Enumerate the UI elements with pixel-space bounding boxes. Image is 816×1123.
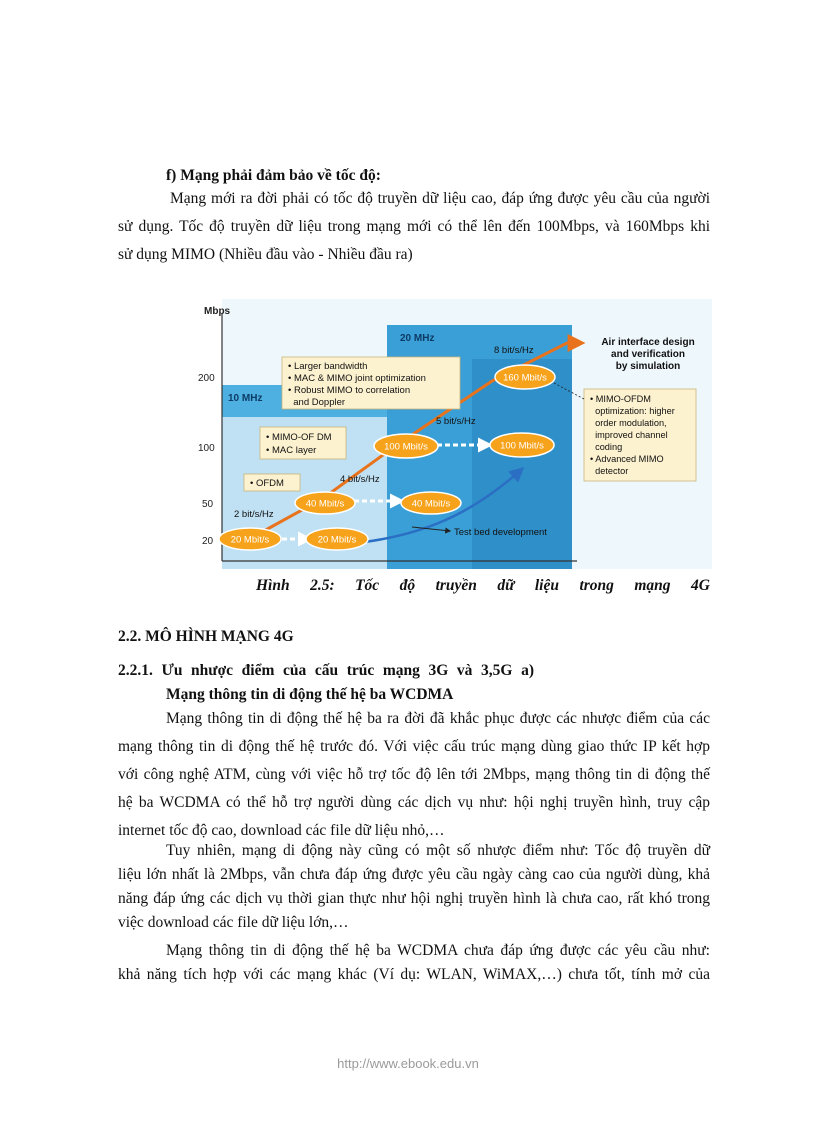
svg-text:order modulation,: order modulation, xyxy=(590,418,667,428)
caption-word: độ xyxy=(399,577,416,594)
svg-text:20 Mbit/s: 20 Mbit/s xyxy=(230,534,270,546)
p1-line-4: hệ ba WCDMA có thể hỗ trợ người dùng các dịch vụ như: hội nghị truyền hình, truy cập xyxy=(118,794,710,811)
note-larger-bandwidth xyxy=(282,357,460,409)
bubble-20a xyxy=(219,528,281,550)
svg-text:100 Mbit/s: 100 Mbit/s xyxy=(384,441,428,453)
section-f-line-2: sử dụng. Tốc độ truyền dữ liệu trong mạng mới có thể lên đến 100Mbps, và 160Mbps khi xyxy=(118,218,710,235)
caption-word: truyền xyxy=(435,577,477,594)
bubble-40a xyxy=(295,492,355,514)
figure-caption xyxy=(256,574,710,598)
svg-text:and Doppler: and Doppler xyxy=(288,397,346,408)
svg-text:160 Mbit/s: 160 Mbit/s xyxy=(503,372,547,384)
svg-text:improved channel: improved channel xyxy=(590,430,668,440)
bubble-100b xyxy=(490,433,554,457)
svg-text:and verification: and verification xyxy=(611,349,685,360)
p1-line-2: mạng thông tin di động thế hệ trước đó. Với việc cấu trúc mạng dùng giao thức IP kết hợp xyxy=(118,738,710,755)
svg-text:• MAC & MIMO joint optimizatio: • MAC & MIMO joint optimization xyxy=(288,373,426,384)
svg-text:coding: coding xyxy=(590,442,623,452)
p2-line-4: việc download các file dữ liệu lớn,… xyxy=(118,914,349,931)
footer-url: http://www.ebook.edu.vn xyxy=(337,1056,479,1071)
note-mimo-optimization xyxy=(584,389,696,481)
eff-2-label: 2 bit/s/Hz xyxy=(234,509,274,520)
bubble-100a xyxy=(374,434,438,458)
y-tick-100: 100 xyxy=(198,443,215,454)
p3-line-1: Mạng thông tin di động thế hệ ba WCDMA chưa đáp ứng được các yêu cầu như: xyxy=(166,942,710,959)
svg-text:• Larger bandwidth: • Larger bandwidth xyxy=(288,361,368,372)
svg-text:detector: detector xyxy=(590,466,629,476)
y-tick-20: 20 xyxy=(202,536,214,547)
caption-word: trong xyxy=(579,577,614,594)
svg-text:• MIMO-OFDM: • MIMO-OFDM xyxy=(590,394,651,404)
svg-text:Air interface design: Air interface design xyxy=(601,337,695,348)
y-tick-200: 200 xyxy=(198,373,215,384)
note-ofdm xyxy=(244,474,300,491)
caption-word: 2.5: xyxy=(310,577,335,594)
p1-line-1: Mạng thông tin di động thế hệ ba ra đời đã khắc phục được các nhược điểm của các xyxy=(166,710,710,727)
svg-text:40 Mbit/s: 40 Mbit/s xyxy=(411,498,451,510)
caption-word: Hình xyxy=(256,577,290,594)
band-10mhz-label: 10 MHz xyxy=(228,393,263,404)
p2-line-3: năng đáp ứng các dịch vụ thời gian thực như hội nghị truyền hình là chưa cao, rất khó trong xyxy=(118,890,710,907)
section-221-subheading: Mạng thông tin di động thế hệ ba WCDMA xyxy=(166,686,454,703)
p3-line-2: khả năng tích hợp với các mạng khác (Ví dụ: WLAN, WiMAX,…) chưa tốt, tính mở của xyxy=(118,966,710,983)
svg-text:• OFDM: • OFDM xyxy=(250,478,284,489)
svg-text:20 Mbit/s: 20 Mbit/s xyxy=(317,534,357,546)
section-f-line-3: sử dụng MIMO (Nhiều đầu vào - Nhiều đầu ra) xyxy=(118,246,413,263)
section-f-heading: f) Mạng phải đảm bảo về tốc độ: xyxy=(166,167,381,184)
note-mimo-ofdm xyxy=(260,427,346,459)
y-unit-label: Mbps xyxy=(204,306,231,317)
band-20mhz-label: 20 MHz xyxy=(400,333,435,344)
test-bed-label: Test bed development xyxy=(454,527,547,538)
caption-word: Tốc xyxy=(355,577,380,594)
svg-text:• Advanced MIMO: • Advanced MIMO xyxy=(590,454,664,464)
svg-text:• Robust MIMO to correlation: • Robust MIMO to correlation xyxy=(288,385,411,396)
p2-line-2: liệu lớn nhất là 2Mbps, vẫn chưa đáp ứng được yêu cầu ngày càng cao của người dùng, khả xyxy=(118,866,710,883)
section-22-heading: 2.2. MÔ HÌNH MẠNG 4G xyxy=(118,628,294,645)
svg-text:optimization: higher: optimization: higher xyxy=(590,406,675,416)
speed-figure xyxy=(182,299,712,569)
caption-word: dữ xyxy=(497,577,515,594)
caption-word: 4G xyxy=(691,577,710,594)
p2-line-1: Tuy nhiên, mạng di động này cũng có một số nhược điểm như: Tốc độ truyền dữ xyxy=(166,842,710,859)
eff-4-label: 4 bit/s/Hz xyxy=(340,474,380,485)
svg-text:• MIMO-OF DM: • MIMO-OF DM xyxy=(266,432,332,443)
svg-text:40 Mbit/s: 40 Mbit/s xyxy=(305,498,345,510)
p1-line-3: với công nghệ ATM, cùng với việc hỗ trợ tốc độ lên tới 2Mbps, mạng thông tin di động thế xyxy=(118,766,710,783)
y-tick-50: 50 xyxy=(202,499,214,510)
svg-text:• MAC layer: • MAC layer xyxy=(266,445,317,456)
svg-text:by simulation: by simulation xyxy=(615,361,681,372)
p1-line-5: internet tốc độ cao, download các file dữ liệu nhỏ,… xyxy=(118,822,445,839)
section-221-heading: 2.2.1. Ưu nhược điểm của cấu trúc mạng 3G và 3,5G a) xyxy=(118,662,534,679)
caption-word: liệu xyxy=(534,577,559,594)
bubble-160 xyxy=(495,365,555,389)
eff-8-label: 8 bit/s/Hz xyxy=(494,345,534,356)
caption-word: mạng xyxy=(634,577,671,594)
bubble-20b xyxy=(306,528,368,550)
bubble-40b xyxy=(401,492,461,514)
eff-5-label: 5 bit/s/Hz xyxy=(436,416,476,427)
section-f-line-1: Mạng mới ra đời phải có tốc độ truyền dữ liệu cao, đáp ứng được yêu cầu của người xyxy=(170,190,710,207)
svg-text:100 Mbit/s: 100 Mbit/s xyxy=(500,440,544,452)
